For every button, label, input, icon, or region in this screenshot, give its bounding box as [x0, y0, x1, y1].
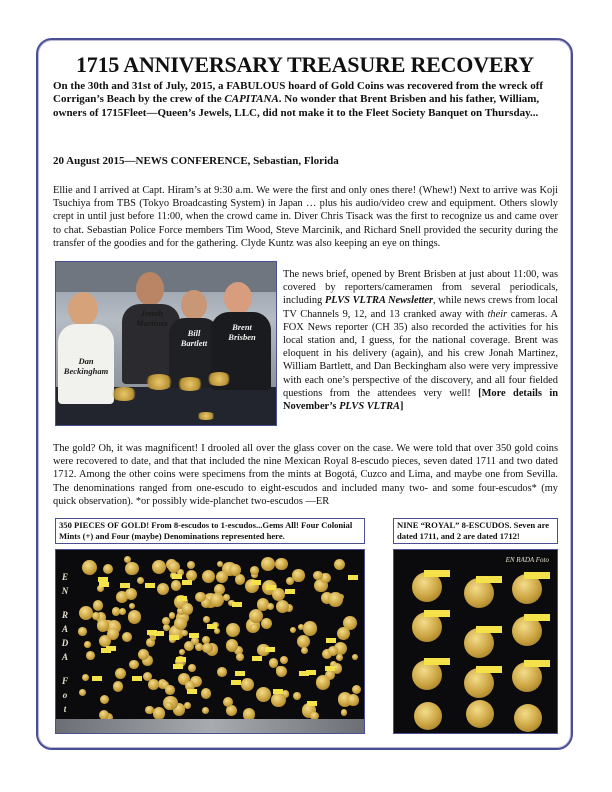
royal-coins-photo — [393, 549, 558, 734]
coin-tag — [92, 676, 102, 681]
gold-coin — [145, 706, 153, 714]
gold-coin — [229, 564, 241, 576]
crew-photo — [55, 261, 277, 426]
gold-coin — [303, 621, 318, 636]
coin-tag — [169, 635, 179, 640]
gold-coin — [157, 583, 169, 595]
coin-tag — [101, 648, 111, 653]
gold-coin — [292, 569, 304, 581]
coin-tag — [235, 671, 245, 676]
lead-text-1: On the 30th and 31st of July, 2015, a FABULOUS hoard of Gold Coins was recovered from the wreck off Corrigan’s Beach by the crew of the — [53, 80, 544, 106]
gold-coin — [202, 707, 209, 714]
coin-tag — [176, 657, 186, 662]
more-details: [More details in November’s — [283, 387, 558, 413]
coin-tag — [424, 570, 450, 577]
coin-tag — [252, 656, 262, 661]
gold-coin — [137, 577, 144, 584]
gold-coin — [352, 685, 361, 694]
gold-coin — [128, 610, 141, 623]
gold-coin — [241, 678, 254, 691]
gold-coin — [171, 580, 182, 591]
gold-coin — [113, 681, 123, 691]
coin-tag — [147, 630, 157, 635]
gold-coin — [86, 651, 95, 660]
gold-coin — [328, 592, 343, 607]
news-text-c: cameras. A FOX News reporter (CH 35) also recorded the activities for his local station and, I guess, for the national coverage. Brent was eloquent in his delivery (again), and his crew Jonah Martinez, William Bartlett, and Dan Beckingham also were very impressive with each one’s perspective of the discovery, and all four fielded questions from the attendees very well! — [283, 308, 558, 399]
gold-coin — [179, 649, 185, 655]
gold-coin — [93, 600, 103, 610]
coin-tag — [145, 583, 155, 588]
coin-tag — [232, 602, 242, 607]
coin-tag — [476, 576, 502, 583]
gold-coin — [250, 624, 258, 632]
gold-coin — [201, 688, 211, 698]
gold-coin — [107, 628, 120, 641]
gold-coin — [316, 675, 331, 690]
label-bill: Bill Bartlett — [180, 328, 208, 348]
gold-coin — [168, 561, 181, 574]
gold-coin — [223, 697, 233, 707]
gold-coin — [466, 700, 494, 728]
coin-tag — [273, 689, 283, 694]
gold-coin — [290, 627, 296, 633]
coin-tag — [265, 647, 275, 652]
coin-tag — [266, 585, 276, 590]
coin-tag — [98, 577, 108, 582]
gold-coin — [103, 564, 113, 574]
gold-coin — [276, 600, 289, 613]
gold-coin — [115, 668, 126, 679]
paragraph-gold: The gold? Oh, it was magnificent! I drooled all over the glass cover on the case. We were told that over 350 gold coins were recovered to date, and that that included the nine Mexican Royal 8-escudo pieces, seven dated 1711 and two dated 1712. Among the other coins were specimens from the mints at Bogotá, Cuzco and Lima, and maybe one from Sevilla. The denominations ranged from one-escudo to eight-escudos and included many two- and some four-escudos* (my quick observation). *or possibly wide-planchet two-escudos —ER — [53, 443, 558, 507]
gold-coin — [152, 560, 166, 574]
more-details-end: ] — [400, 401, 404, 413]
coin-tag — [524, 614, 550, 621]
coin-tag — [306, 670, 316, 675]
article-title: 1715 ANNIVERSARY TREASURE RECOVERY — [75, 52, 534, 77]
gold-coin — [226, 623, 240, 637]
more-details-pub: PLVS VLTRA — [339, 401, 400, 413]
paragraph-news-brief — [283, 268, 558, 413]
coin-tag — [99, 582, 109, 587]
coin-tag — [251, 580, 261, 585]
coin-tag — [307, 701, 317, 706]
label-brent: Brent Brisben — [228, 322, 256, 342]
gold-coin — [84, 641, 91, 648]
news-text-a: The news brief, opened by Brent Brisben at just about 11:00, was covered by reporters/cameramen from several periodicals, including — [283, 269, 558, 307]
gold-coin — [119, 608, 126, 615]
gold-coin — [210, 593, 224, 607]
coin-tag — [231, 680, 241, 685]
gold-coin — [267, 603, 275, 611]
coin-tag — [207, 624, 217, 629]
gold-coin — [341, 709, 347, 715]
label-jonah: Jonah Martinez — [136, 308, 168, 328]
coin-tag — [182, 580, 192, 585]
coin-tag — [177, 596, 187, 601]
gold-coin — [195, 592, 205, 602]
gold-coin — [188, 664, 196, 672]
ship-name: CAPITANA — [224, 93, 279, 106]
gold-coin — [165, 685, 175, 695]
coin-tag — [285, 589, 295, 594]
gold-coin — [162, 617, 170, 625]
coin-tag — [325, 666, 335, 671]
coin-tag — [173, 664, 183, 669]
gold-coin — [181, 630, 187, 636]
coin-tag — [120, 583, 130, 588]
caption-royal: NINE “ROYAL” 8-ESCUDOS. Seven are dated 1711, and 2 are dated 1712! — [393, 518, 558, 544]
caption-350-pieces: 350 PIECES OF GOLD! From 8-escudos to 1-escudos...Gems All! Four Colonial Mints (+) and Four (maybe) Denominations represented here. — [55, 518, 365, 544]
gold-coin — [280, 656, 288, 664]
gold-coin — [187, 561, 195, 569]
gold-coin — [79, 606, 94, 621]
gold-coin — [352, 654, 358, 660]
gold-coin — [78, 627, 87, 636]
coin-tag — [524, 572, 550, 579]
gold-coin — [217, 667, 227, 677]
gold-coin — [169, 612, 175, 618]
news-text-b: , while news crews from local TV Channels 9, 12, and 13 cranked away with — [283, 295, 558, 320]
gold-coin — [216, 571, 228, 583]
news-their: their — [487, 308, 508, 320]
coin-tag — [424, 658, 450, 665]
gold-coin — [236, 653, 244, 661]
gold-coin — [184, 702, 191, 709]
gold-coin — [414, 702, 442, 730]
gold-coin — [336, 654, 343, 661]
gold-coin — [125, 562, 138, 575]
gold-coin — [148, 679, 158, 689]
coin-tag — [189, 633, 199, 638]
gold-coin — [82, 674, 89, 681]
coin-tag — [348, 575, 358, 580]
coin-tag — [187, 689, 197, 694]
gold-coin — [202, 643, 212, 653]
gold-coin — [514, 704, 542, 732]
coin-tag — [476, 626, 502, 633]
coin-tag — [172, 574, 182, 579]
gold-coin — [223, 594, 230, 601]
gold-coin — [261, 618, 272, 629]
gold-coin — [203, 616, 210, 623]
gold-coin — [214, 628, 220, 634]
gold-coin — [174, 617, 187, 630]
dateline: 20 August 2015—NEWS CONFERENCE, Sebastian, Florida — [53, 155, 339, 167]
gold-coin — [334, 559, 345, 570]
gold-coin — [271, 693, 285, 707]
gold-coin — [337, 627, 350, 640]
coin-tag — [326, 638, 336, 643]
vertical-credit: E N R A D A F o t — [61, 572, 69, 714]
gold-coin — [79, 689, 87, 697]
newsletter-name: PLVS VLTRA Newsletter — [324, 295, 434, 307]
coin-tag — [476, 666, 502, 673]
gold-coin — [82, 560, 97, 575]
gold-coin — [129, 603, 135, 609]
gold-tray-photo — [55, 549, 365, 734]
gold-coin — [250, 566, 259, 575]
gold-coin — [125, 588, 137, 600]
gold-coin — [153, 707, 166, 720]
gold-coin — [100, 695, 109, 704]
royal-photo-credit: EN RADA Foto — [505, 556, 549, 564]
gold-coin — [276, 666, 287, 677]
label-dan: Dan Beckingham — [63, 356, 109, 376]
gold-coin — [129, 660, 139, 670]
gold-coin — [97, 619, 110, 632]
gold-coin — [272, 588, 285, 601]
lead-text-2: . No wonder that Brent Brisben and his father, William, owners of 1715Fleet—Queen’s Jewels, LLC, did not make it to the Fleet Society Banquet on Thursday... — [53, 93, 540, 119]
gold-coin — [182, 603, 194, 615]
gold-coin — [293, 692, 301, 700]
gold-coin — [256, 687, 271, 702]
coin-tag — [524, 660, 550, 667]
coin-tag — [132, 676, 142, 681]
lead-paragraph — [53, 80, 558, 120]
coin-tag — [424, 610, 450, 617]
gold-coin — [122, 632, 132, 642]
gold-coin — [261, 557, 275, 571]
gold-coin — [301, 647, 309, 655]
gold-coin — [202, 570, 216, 584]
paragraph-arrival: Ellie and I arrived at Capt. Hiram’s at 9:30 a.m. We were the first and only ones there! (Whew!) Next to arrive was Koji Tsuchiya from TBS (Tokyo Broadcasting System) in Japan … plus his audio/video crew and equipment. Others slowly crept in until just before 11:00, when the crowd came in. Diver Chris Tisack was the first to recognize us and came over to chat. Sebastian Police Force members Tim Wood, Steve Marcinik, and Richard Snell provided the security during the transfer of the goodies and for the gathering. Clyde Kuntz was also keeping an eye on things. — [53, 185, 558, 249]
